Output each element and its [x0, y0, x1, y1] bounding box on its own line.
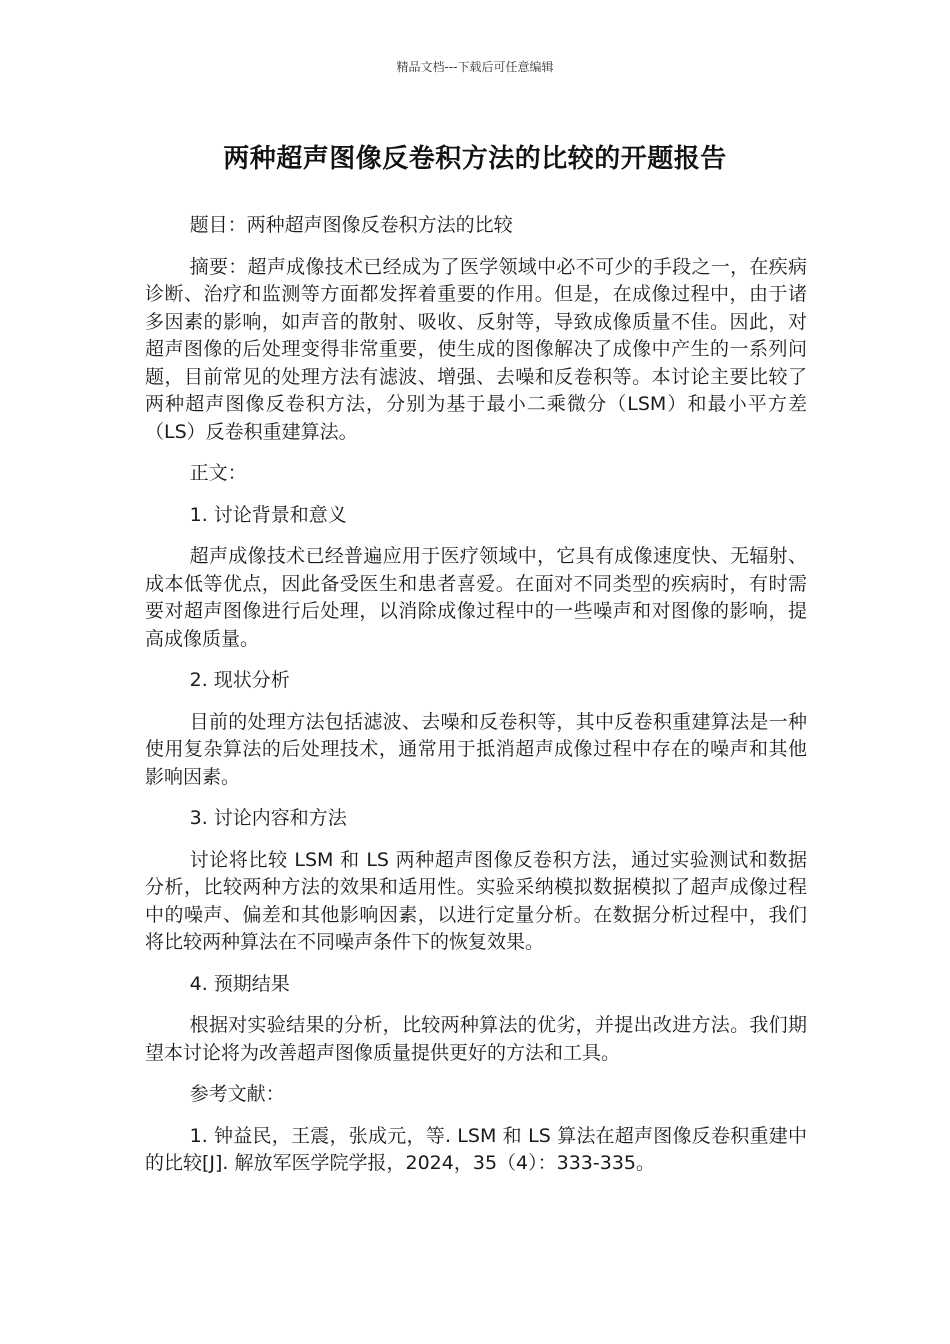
- section-paragraph: 讨论将比较 LSM 和 LS 两种超声图像反卷积方法，通过实验测试和数据分析，比较两种方法的效果和适用性。实验采纳模拟数据模拟了超声成像过程中的噪声、偏差和其他影响因素，以进行定量分析。在数据分析过程中，我们将比较两种算法在不同噪声条件下的恢复效果。: [145, 848, 807, 953]
- section-heading: 2. 现状分析: [189, 669, 290, 691]
- body-label: 正文：: [189, 462, 247, 484]
- section-heading: 3. 讨论内容和方法: [189, 807, 347, 829]
- topic-line: 题目：两种超声图像反卷积方法的比较: [189, 214, 513, 236]
- section-heading: 4. 预期结果: [189, 972, 290, 995]
- abstract-paragraph: 摘要：超声成像技术已经成为了医学领域中必不可少的手段之一，在疾病诊断、治疗和监测等方面都发挥着重要的作用。但是，在成像过程中，由于诸多因素的影响，如声音的散射、吸收、反射等，导致成像质量不佳。因此，对超声图像的后处理变得非常重要，使生成的图像解决了成像中产生的一系列问题，目前常见的处理方法有滤波、增强、去噪和反卷积等。本讨论主要比较了两种超声图像反卷积方法，分别为基于最小二乘微分（LSM）和最小平方差（LS）反卷积重建算法。: [145, 255, 807, 443]
- page-header: 精品文档---下载后可任意编辑: [396, 60, 554, 74]
- section-paragraph: 超声成像技术已经普遍应用于医疗领域中，它具有成像速度快、无辐射、成本低等优点，因此备受医生和患者喜爱。在面对不同类型的疾病时，有时需要对超声图像进行后处理，以消除成像过程中的一些噪声和对图像的影响，提高成像质量。: [145, 545, 807, 650]
- section-paragraph: 目前的处理方法包括滤波、去噪和反卷积等，其中反卷积重建算法是一种使用复杂算法的后处理技术，通常用于抵消超声成像过程中存在的噪声和其他影响因素。: [145, 710, 807, 788]
- references-label: 参考文献：: [189, 1083, 285, 1105]
- document-body: [145, 212, 807, 1192]
- section-heading: 1. 讨论背景和意义: [189, 503, 347, 526]
- reference-item: 1. 钟益民，王震，张成元，等. LSM 和 LS 算法在超声图像反卷积重建中的比较[J]. 解放军医学院学报，2024，35（4）：333-335。: [145, 1124, 807, 1174]
- document-title: 两种超声图像反卷积方法的比较的开题报告: [223, 144, 727, 174]
- section-paragraph: 根据对实验结果的分析，比较两种算法的优劣，并提出改进方法。我们期望本讨论将为改善超声图像质量提供更好的方法和工具。: [145, 1014, 807, 1064]
